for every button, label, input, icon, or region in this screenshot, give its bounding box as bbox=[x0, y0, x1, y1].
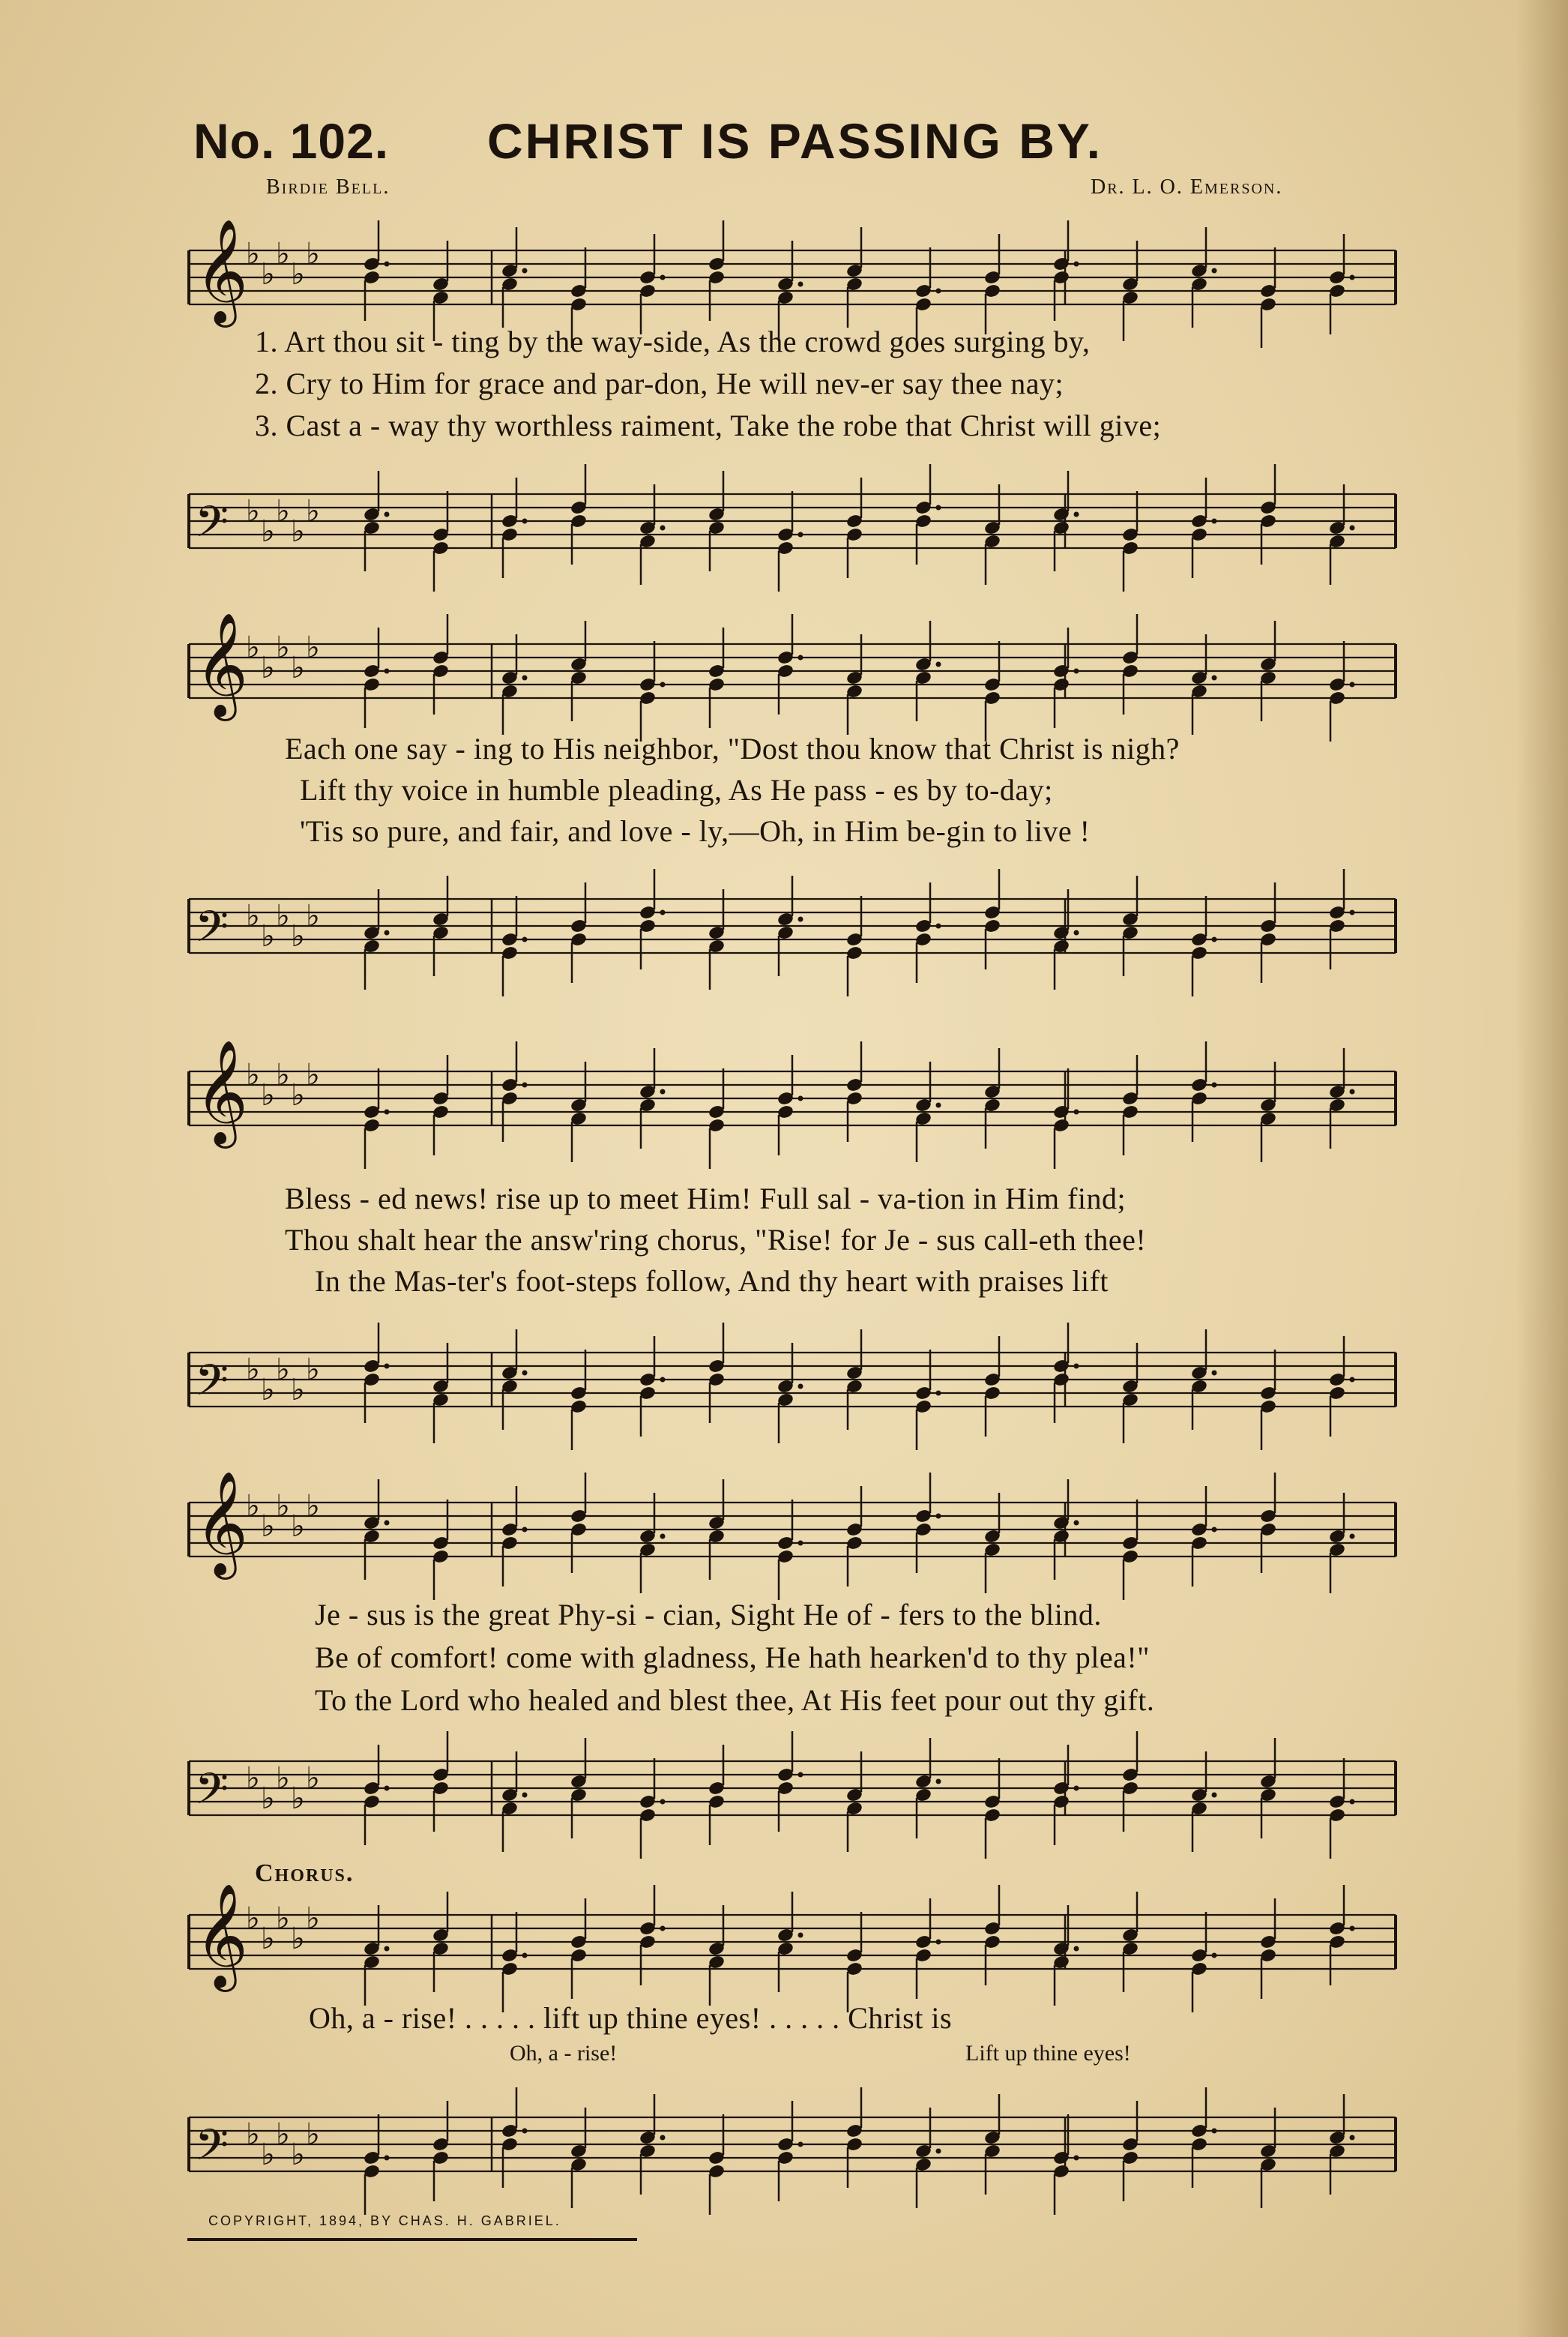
treble-clef-icon: 𝄞 bbox=[195, 1883, 248, 1988]
dot bbox=[660, 1799, 666, 1805]
dot bbox=[1350, 1377, 1355, 1383]
dot bbox=[385, 1521, 390, 1526]
flat-sign-icon: ♭ bbox=[276, 237, 290, 271]
dot bbox=[385, 262, 390, 267]
chorus-bass-lyric-2: Lift up thine eyes! bbox=[965, 2041, 1131, 2066]
bass-staff-3 bbox=[177, 1297, 1406, 1416]
dot bbox=[1350, 275, 1355, 280]
dot bbox=[1350, 1534, 1355, 1539]
dot bbox=[798, 1772, 803, 1778]
dot bbox=[660, 1534, 666, 1539]
flat-sign-icon: ♭ bbox=[291, 1373, 305, 1407]
bass-clef-icon: 𝄢 bbox=[195, 2120, 229, 2181]
flat-sign-icon: ♭ bbox=[291, 651, 305, 685]
flat-sign-icon: ♭ bbox=[306, 1489, 320, 1524]
dot bbox=[1074, 512, 1079, 517]
copyright-notice: COPYRIGHT, 1894, BY CHAS. H. GABRIEL. bbox=[208, 2213, 561, 2228]
flat-sign-icon: ♭ bbox=[261, 2138, 275, 2172]
flat-sign-icon: ♭ bbox=[306, 2117, 320, 2152]
dot bbox=[1350, 682, 1355, 688]
dot bbox=[936, 1391, 941, 1396]
flat-sign-icon: ♭ bbox=[306, 1058, 320, 1092]
flat-sign-icon: ♭ bbox=[246, 237, 260, 271]
dot bbox=[1350, 1089, 1355, 1095]
dot bbox=[1212, 519, 1217, 524]
bass-staff-4 bbox=[177, 1717, 1406, 1825]
dot bbox=[798, 1384, 803, 1389]
dot bbox=[936, 2149, 941, 2154]
dot bbox=[798, 917, 803, 922]
dot bbox=[1074, 1110, 1079, 1115]
dot bbox=[936, 1514, 941, 1519]
hymn-number: No. 102. bbox=[193, 113, 390, 169]
verse-line-4-2: Be of comfort! come with gladness, He hath hearken'd to thy plea!" bbox=[315, 1640, 1150, 1674]
dot bbox=[1212, 1953, 1217, 1958]
copyright-rule bbox=[187, 2238, 637, 2241]
flat-sign-icon: ♭ bbox=[261, 651, 275, 685]
flat-sign-icon: ♭ bbox=[261, 257, 275, 292]
dot bbox=[1212, 2129, 1217, 2134]
dot bbox=[798, 1541, 803, 1546]
flat-sign-icon: ♭ bbox=[261, 1078, 275, 1113]
title-row bbox=[0, 112, 1568, 180]
flat-sign-icon: ♭ bbox=[246, 494, 260, 529]
dot bbox=[1350, 910, 1355, 915]
chorus-lyric-line: Oh, a - rise! . . . . . lift up thine eyes! . . . . . Christ is bbox=[309, 2001, 953, 2035]
dot bbox=[798, 532, 803, 538]
flat-sign-icon: ♭ bbox=[291, 257, 305, 292]
dot bbox=[936, 289, 941, 294]
flat-sign-icon: ♭ bbox=[246, 1058, 260, 1092]
flat-sign-icon: ♭ bbox=[291, 2138, 305, 2172]
dot bbox=[1212, 1083, 1217, 1088]
dot bbox=[385, 1110, 390, 1115]
bass-staff-2 bbox=[177, 862, 1406, 963]
flat-sign-icon: ♭ bbox=[291, 919, 305, 954]
dot bbox=[936, 924, 941, 929]
dot bbox=[1350, 1799, 1355, 1805]
flat-sign-icon: ♭ bbox=[246, 899, 260, 933]
flat-sign-icon: ♭ bbox=[276, 1058, 290, 1092]
flat-sign-icon: ♭ bbox=[291, 1781, 305, 1816]
flat-sign-icon: ♭ bbox=[261, 1922, 275, 1956]
flat-sign-icon: ♭ bbox=[246, 1489, 260, 1524]
dot bbox=[798, 1096, 803, 1101]
verse-line-2-2: Lift thy voice in humble pleading, As He pass - es by to-day; bbox=[300, 773, 1053, 807]
flat-sign-icon: ♭ bbox=[306, 1353, 320, 1387]
dot bbox=[385, 1946, 390, 1952]
treble-staff-4 bbox=[177, 1470, 1406, 1575]
bass-clef-icon: 𝄢 bbox=[195, 1763, 229, 1825]
bass-clef-icon: 𝄢 bbox=[195, 901, 229, 963]
flat-sign-icon: ♭ bbox=[246, 1761, 260, 1796]
dot bbox=[1074, 1364, 1079, 1369]
dot bbox=[660, 1926, 666, 1931]
dot bbox=[936, 1103, 941, 1108]
dot bbox=[660, 275, 666, 280]
dot bbox=[385, 669, 390, 674]
dot bbox=[660, 910, 666, 915]
dot bbox=[1212, 1793, 1217, 1798]
dot bbox=[522, 1371, 528, 1376]
treble-staff-2 bbox=[177, 613, 1406, 717]
treble-clef-icon: 𝄞 bbox=[195, 613, 248, 717]
flat-sign-icon: ♭ bbox=[291, 1509, 305, 1544]
dot bbox=[522, 519, 528, 524]
verse-line-1-3: 3. Cast a - way thy worthless raiment, Take the robe that Christ will give; bbox=[255, 409, 1162, 442]
dot bbox=[1212, 1371, 1217, 1376]
treble-clef-icon: 𝄞 bbox=[195, 1040, 248, 1144]
verse-line-1-2: 2. Cry to Him for grace and par-don, He will nev-er say thee nay; bbox=[255, 367, 1064, 400]
treble-staff-1 bbox=[177, 217, 1406, 323]
dot bbox=[1350, 1926, 1355, 1931]
flat-sign-icon: ♭ bbox=[306, 631, 320, 665]
verse-line-4-3: To the Lord who healed and blest thee, At His feet pour out thy gift. bbox=[315, 1683, 1155, 1717]
dot bbox=[798, 655, 803, 661]
treble-staff-3 bbox=[177, 1027, 1406, 1144]
dot bbox=[522, 1527, 528, 1533]
dot bbox=[936, 662, 941, 667]
dot bbox=[385, 930, 390, 936]
flat-sign-icon: ♭ bbox=[246, 1353, 260, 1387]
dot bbox=[660, 1377, 666, 1383]
flat-sign-icon: ♭ bbox=[276, 631, 290, 665]
flat-sign-icon: ♭ bbox=[306, 1761, 320, 1796]
dot bbox=[798, 1933, 803, 1938]
music-credit: Dr. L. O. Emerson. bbox=[1091, 175, 1283, 199]
dot bbox=[522, 676, 528, 681]
flat-sign-icon: ♭ bbox=[261, 1781, 275, 1816]
dot bbox=[936, 1940, 941, 1945]
dot bbox=[385, 2156, 390, 2161]
flat-sign-icon: ♭ bbox=[246, 1901, 260, 1936]
bass-staff-1 bbox=[177, 457, 1406, 558]
hymn-title: CHRIST IS PASSING BY. bbox=[487, 113, 1103, 169]
dot bbox=[522, 1953, 528, 1958]
dot bbox=[522, 937, 528, 942]
dot bbox=[1074, 1786, 1079, 1791]
flat-sign-icon: ♭ bbox=[246, 2117, 260, 2152]
dot bbox=[1350, 526, 1355, 531]
verse-line-3-1: Bless - ed news! rise up to meet Him! Full sal - va-tion in Him find; bbox=[285, 1182, 1127, 1215]
dot bbox=[660, 526, 666, 531]
flat-sign-icon: ♭ bbox=[276, 1489, 290, 1524]
dot bbox=[660, 2135, 666, 2141]
verse-line-2-3: 'Tis so pure, and fair, and love - ly,—Oh, in Him be-gin to live ! bbox=[300, 814, 1091, 848]
dot bbox=[1212, 268, 1217, 274]
dot bbox=[1212, 676, 1217, 681]
flat-sign-icon: ♭ bbox=[261, 514, 275, 549]
chorus-label: Chorus. bbox=[255, 1859, 355, 1887]
flat-sign-icon: ♭ bbox=[306, 494, 320, 529]
chorus-bass-lyric-1: Oh, a - rise! bbox=[510, 2041, 618, 2066]
dot bbox=[660, 682, 666, 688]
flat-sign-icon: ♭ bbox=[306, 237, 320, 271]
dot bbox=[936, 1779, 941, 1784]
bass-clef-icon: 𝄢 bbox=[195, 1355, 229, 1416]
flat-sign-icon: ♭ bbox=[261, 1509, 275, 1544]
verse-line-4-1: Je - sus is the great Phy-si - cian, Sight He of - fers to the blind. bbox=[315, 1598, 1102, 1631]
dot bbox=[1074, 669, 1079, 674]
page-edge-shadow bbox=[1516, 0, 1568, 2337]
flat-sign-icon: ♭ bbox=[276, 899, 290, 933]
flat-sign-icon: ♭ bbox=[306, 1901, 320, 1936]
verse-line-3-2: Thou shalt hear the answ'ring chorus, "Rise! for Je - sus call-eth thee! bbox=[285, 1223, 1147, 1257]
dot bbox=[385, 1364, 390, 1369]
flat-sign-icon: ♭ bbox=[276, 1901, 290, 1936]
bass-staff-chorus bbox=[177, 2069, 1406, 2181]
dot bbox=[522, 2129, 528, 2134]
dot bbox=[522, 268, 528, 274]
dot bbox=[1212, 937, 1217, 942]
flat-sign-icon: ♭ bbox=[291, 1078, 305, 1113]
treble-clef-icon: 𝄞 bbox=[195, 1471, 248, 1575]
verse-line-1-1: 1. Art thou sit - ting by the way-side, As the crowd goes surging by, bbox=[255, 325, 1091, 358]
treble-staff-chorus bbox=[177, 1883, 1406, 1988]
flat-sign-icon: ♭ bbox=[276, 1353, 290, 1387]
flat-sign-icon: ♭ bbox=[261, 919, 275, 954]
dot bbox=[385, 512, 390, 517]
dot bbox=[522, 1083, 528, 1088]
verse-line-2-1: Each one say - ing to His neighbor, "Dost thou know that Christ is nigh? bbox=[285, 732, 1180, 766]
flat-sign-icon: ♭ bbox=[291, 514, 305, 549]
dot bbox=[1212, 1527, 1217, 1533]
dot bbox=[1350, 2135, 1355, 2141]
flat-sign-icon: ♭ bbox=[276, 1761, 290, 1796]
flat-sign-icon: ♭ bbox=[246, 631, 260, 665]
flat-sign-icon: ♭ bbox=[306, 899, 320, 933]
dot bbox=[522, 1793, 528, 1798]
verse-line-3-3: In the Mas-ter's foot-steps follow, And thy heart with praises lift bbox=[315, 1264, 1109, 1298]
treble-clef-icon: 𝄞 bbox=[195, 219, 248, 323]
flat-sign-icon: ♭ bbox=[291, 1922, 305, 1956]
dot bbox=[1074, 262, 1079, 267]
dot bbox=[1074, 1521, 1079, 1526]
dot bbox=[385, 1786, 390, 1791]
words-credit: Birdie Bell. bbox=[266, 175, 391, 199]
dot bbox=[1074, 2156, 1079, 2161]
dot bbox=[1074, 1946, 1079, 1952]
flat-sign-icon: ♭ bbox=[261, 1373, 275, 1407]
dot bbox=[660, 1089, 666, 1095]
dot bbox=[936, 505, 941, 511]
flat-sign-icon: ♭ bbox=[276, 2117, 290, 2152]
bass-clef-icon: 𝄢 bbox=[195, 496, 229, 558]
dot bbox=[798, 2142, 803, 2147]
flat-sign-icon: ♭ bbox=[276, 494, 290, 529]
dot bbox=[1074, 930, 1079, 936]
dot bbox=[798, 282, 803, 287]
